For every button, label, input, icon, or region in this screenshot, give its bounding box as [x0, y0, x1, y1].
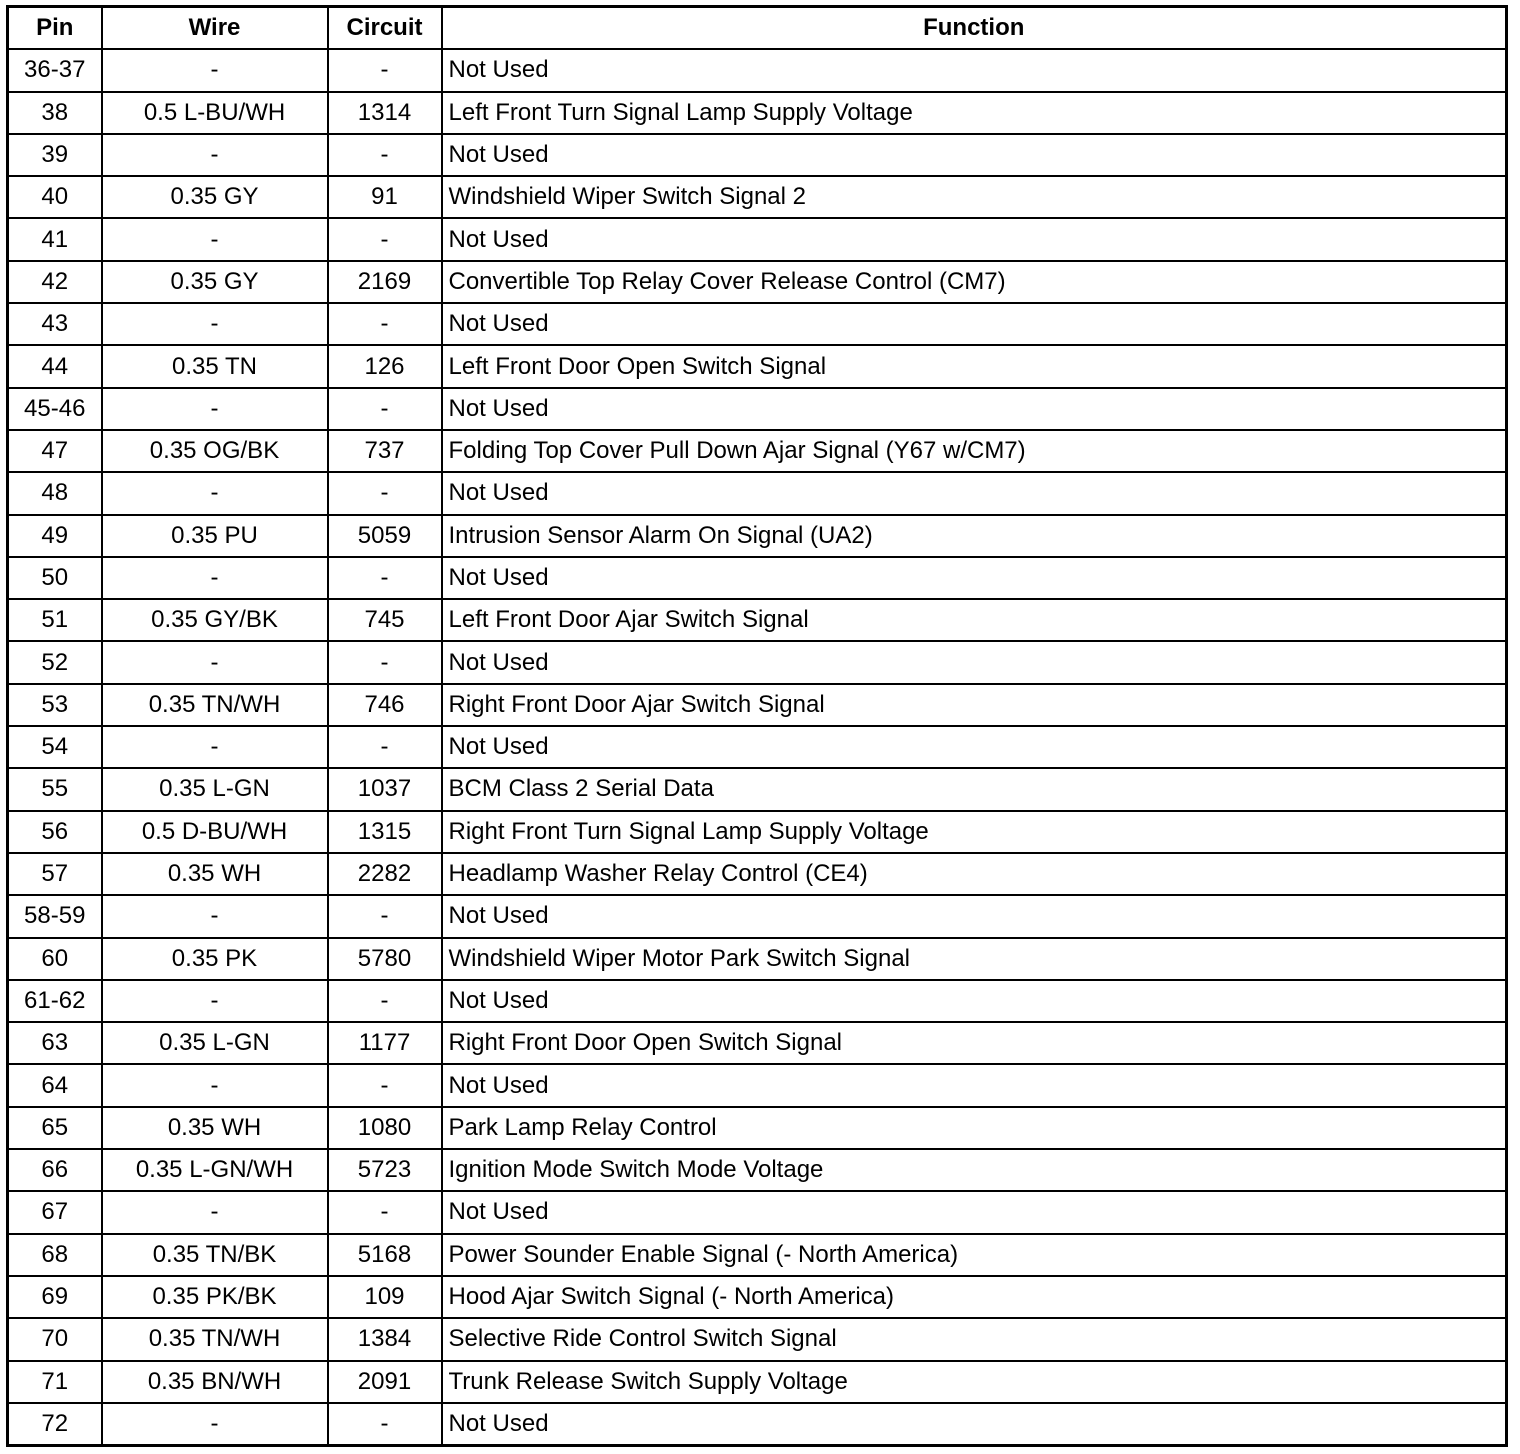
- cell-circuit: -: [328, 472, 442, 514]
- cell-pin: 64: [8, 1064, 102, 1106]
- cell-circuit: -: [328, 895, 442, 937]
- cell-function: Intrusion Sensor Alarm On Signal (UA2): [442, 515, 1507, 557]
- table-row: [8, 261, 1507, 303]
- cell-function: Headlamp Washer Relay Control (CE4): [442, 853, 1507, 895]
- cell-function: Folding Top Cover Pull Down Ajar Signal (Y67 w/CM7): [442, 430, 1507, 472]
- table-row: [8, 515, 1507, 557]
- cell-pin: 56: [8, 811, 102, 853]
- cell-wire: -: [102, 388, 328, 430]
- cell-function: Not Used: [442, 388, 1507, 430]
- cell-function: Not Used: [442, 1064, 1507, 1106]
- cell-pin: 39: [8, 134, 102, 176]
- cell-function: Not Used: [442, 726, 1507, 768]
- cell-pin: 48: [8, 472, 102, 514]
- table-row: [8, 1107, 1507, 1149]
- cell-pin: 42: [8, 261, 102, 303]
- cell-pin: 66: [8, 1149, 102, 1191]
- cell-circuit: 746: [328, 684, 442, 726]
- cell-circuit: 91: [328, 176, 442, 218]
- cell-pin: 57: [8, 853, 102, 895]
- table-row: [8, 768, 1507, 810]
- cell-function: Hood Ajar Switch Signal (- North America): [442, 1276, 1507, 1318]
- cell-circuit: -: [328, 134, 442, 176]
- cell-function: Right Front Turn Signal Lamp Supply Voltage: [442, 811, 1507, 853]
- cell-pin: 41: [8, 218, 102, 260]
- cell-wire: -: [102, 726, 328, 768]
- cell-wire: 0.35 TN/WH: [102, 684, 328, 726]
- cell-wire: -: [102, 980, 328, 1022]
- cell-pin: 60: [8, 938, 102, 980]
- cell-function: Power Sounder Enable Signal (- North America): [442, 1234, 1507, 1276]
- cell-circuit: 2169: [328, 261, 442, 303]
- cell-circuit: 1080: [328, 1107, 442, 1149]
- cell-circuit: -: [328, 726, 442, 768]
- cell-circuit: 745: [328, 599, 442, 641]
- cell-wire: 0.35 GY: [102, 261, 328, 303]
- cell-wire: 0.35 TN/WH: [102, 1318, 328, 1360]
- cell-wire: 0.5 L-BU/WH: [102, 92, 328, 134]
- cell-wire: -: [102, 895, 328, 937]
- cell-function: BCM Class 2 Serial Data: [442, 768, 1507, 810]
- cell-circuit: 109: [328, 1276, 442, 1318]
- cell-circuit: 2282: [328, 853, 442, 895]
- cell-circuit: 1315: [328, 811, 442, 853]
- cell-function: Right Front Door Open Switch Signal: [442, 1022, 1507, 1064]
- cell-circuit: 5168: [328, 1234, 442, 1276]
- table-row: [8, 1064, 1507, 1106]
- table-row: [8, 303, 1507, 345]
- cell-function: Not Used: [442, 641, 1507, 683]
- cell-pin: 58-59: [8, 895, 102, 937]
- table-header: [8, 7, 1507, 50]
- cell-pin: 61-62: [8, 980, 102, 1022]
- cell-pin: 55: [8, 768, 102, 810]
- cell-function: Ignition Mode Switch Mode Voltage: [442, 1149, 1507, 1191]
- cell-circuit: 5780: [328, 938, 442, 980]
- cell-wire: 0.35 L-GN: [102, 1022, 328, 1064]
- cell-function: Right Front Door Ajar Switch Signal: [442, 684, 1507, 726]
- table-row: [8, 472, 1507, 514]
- cell-function: Not Used: [442, 1191, 1507, 1233]
- cell-pin: 67: [8, 1191, 102, 1233]
- cell-wire: 0.35 L-GN: [102, 768, 328, 810]
- cell-pin: 38: [8, 92, 102, 134]
- cell-wire: 0.35 PU: [102, 515, 328, 557]
- cell-function: Convertible Top Relay Cover Release Control (CM7): [442, 261, 1507, 303]
- cell-circuit: -: [328, 49, 442, 91]
- cell-pin: 69: [8, 1276, 102, 1318]
- cell-function: Trunk Release Switch Supply Voltage: [442, 1361, 1507, 1403]
- cell-circuit: 5723: [328, 1149, 442, 1191]
- table-row: [8, 599, 1507, 641]
- cell-pin: 71: [8, 1361, 102, 1403]
- table-row: [8, 938, 1507, 980]
- header-wire: Wire: [102, 7, 328, 50]
- cell-pin: 54: [8, 726, 102, 768]
- cell-wire: 0.35 GY: [102, 176, 328, 218]
- table-row: [8, 641, 1507, 683]
- cell-wire: -: [102, 134, 328, 176]
- cell-circuit: -: [328, 218, 442, 260]
- cell-circuit: 5059: [328, 515, 442, 557]
- table-row: [8, 1191, 1507, 1233]
- cell-wire: -: [102, 1191, 328, 1233]
- cell-circuit: 2091: [328, 1361, 442, 1403]
- cell-pin: 47: [8, 430, 102, 472]
- cell-pin: 63: [8, 1022, 102, 1064]
- cell-wire: 0.35 BN/WH: [102, 1361, 328, 1403]
- cell-pin: 36-37: [8, 49, 102, 91]
- cell-pin: 50: [8, 557, 102, 599]
- cell-wire: -: [102, 557, 328, 599]
- cell-function: Selective Ride Control Switch Signal: [442, 1318, 1507, 1360]
- cell-wire: -: [102, 303, 328, 345]
- cell-pin: 68: [8, 1234, 102, 1276]
- cell-function: Left Front Door Ajar Switch Signal: [442, 599, 1507, 641]
- cell-pin: 49: [8, 515, 102, 557]
- table-row: [8, 1149, 1507, 1191]
- connector-pinout-table: [6, 5, 1508, 1447]
- cell-function: Park Lamp Relay Control: [442, 1107, 1507, 1149]
- cell-pin: 51: [8, 599, 102, 641]
- table-row: [8, 1318, 1507, 1360]
- table-row: [8, 134, 1507, 176]
- cell-circuit: 1384: [328, 1318, 442, 1360]
- table-body: [8, 49, 1507, 1445]
- cell-wire: -: [102, 641, 328, 683]
- cell-circuit: 737: [328, 430, 442, 472]
- table-row: [8, 92, 1507, 134]
- cell-wire: 0.5 D-BU/WH: [102, 811, 328, 853]
- cell-circuit: -: [328, 303, 442, 345]
- cell-circuit: -: [328, 1064, 442, 1106]
- cell-wire: 0.35 OG/BK: [102, 430, 328, 472]
- table-row: [8, 811, 1507, 853]
- cell-wire: 0.35 TN: [102, 345, 328, 387]
- table-row: [8, 1276, 1507, 1318]
- table-row: [8, 218, 1507, 260]
- cell-function: Left Front Door Open Switch Signal: [442, 345, 1507, 387]
- cell-circuit: 1037: [328, 768, 442, 810]
- cell-pin: 45-46: [8, 388, 102, 430]
- cell-wire: 0.35 PK/BK: [102, 1276, 328, 1318]
- cell-circuit: -: [328, 388, 442, 430]
- cell-wire: 0.35 GY/BK: [102, 599, 328, 641]
- table-row: [8, 1403, 1507, 1446]
- table-row: [8, 557, 1507, 599]
- cell-circuit: 126: [328, 345, 442, 387]
- cell-circuit: -: [328, 1403, 442, 1446]
- cell-wire: -: [102, 472, 328, 514]
- cell-wire: 0.35 WH: [102, 1107, 328, 1149]
- cell-wire: 0.35 L-GN/WH: [102, 1149, 328, 1191]
- header-function: Function: [442, 7, 1507, 50]
- table-row: [8, 49, 1507, 91]
- cell-pin: 40: [8, 176, 102, 218]
- table-row: [8, 684, 1507, 726]
- cell-circuit: 1177: [328, 1022, 442, 1064]
- header-row: [8, 7, 1507, 50]
- cell-function: Left Front Turn Signal Lamp Supply Voltage: [442, 92, 1507, 134]
- table-row: [8, 980, 1507, 1022]
- cell-function: Windshield Wiper Motor Park Switch Signal: [442, 938, 1507, 980]
- cell-function: Not Used: [442, 557, 1507, 599]
- table-row: [8, 430, 1507, 472]
- cell-wire: -: [102, 218, 328, 260]
- header-circuit: Circuit: [328, 7, 442, 50]
- cell-pin: 53: [8, 684, 102, 726]
- cell-function: Not Used: [442, 895, 1507, 937]
- cell-function: Not Used: [442, 218, 1507, 260]
- table-row: [8, 388, 1507, 430]
- table-row: [8, 1022, 1507, 1064]
- cell-function: Not Used: [442, 1403, 1507, 1446]
- cell-wire: -: [102, 1403, 328, 1446]
- cell-circuit: -: [328, 641, 442, 683]
- table-row: [8, 853, 1507, 895]
- cell-wire: -: [102, 1064, 328, 1106]
- table-row: [8, 345, 1507, 387]
- cell-circuit: -: [328, 1191, 442, 1233]
- cell-wire: -: [102, 49, 328, 91]
- cell-function: Not Used: [442, 303, 1507, 345]
- table-row: [8, 895, 1507, 937]
- cell-function: Not Used: [442, 980, 1507, 1022]
- table-row: [8, 176, 1507, 218]
- cell-pin: 70: [8, 1318, 102, 1360]
- cell-pin: 52: [8, 641, 102, 683]
- table-row: [8, 726, 1507, 768]
- header-pin: Pin: [8, 7, 102, 50]
- cell-circuit: 1314: [328, 92, 442, 134]
- cell-wire: 0.35 WH: [102, 853, 328, 895]
- cell-pin: 43: [8, 303, 102, 345]
- cell-pin: 65: [8, 1107, 102, 1149]
- cell-function: Not Used: [442, 134, 1507, 176]
- cell-function: Not Used: [442, 472, 1507, 514]
- cell-wire: 0.35 PK: [102, 938, 328, 980]
- cell-wire: 0.35 TN/BK: [102, 1234, 328, 1276]
- table-row: [8, 1234, 1507, 1276]
- cell-circuit: -: [328, 557, 442, 599]
- table-row: [8, 1361, 1507, 1403]
- cell-pin: 44: [8, 345, 102, 387]
- cell-function: Not Used: [442, 49, 1507, 91]
- cell-function: Windshield Wiper Switch Signal 2: [442, 176, 1507, 218]
- cell-pin: 72: [8, 1403, 102, 1446]
- cell-circuit: -: [328, 980, 442, 1022]
